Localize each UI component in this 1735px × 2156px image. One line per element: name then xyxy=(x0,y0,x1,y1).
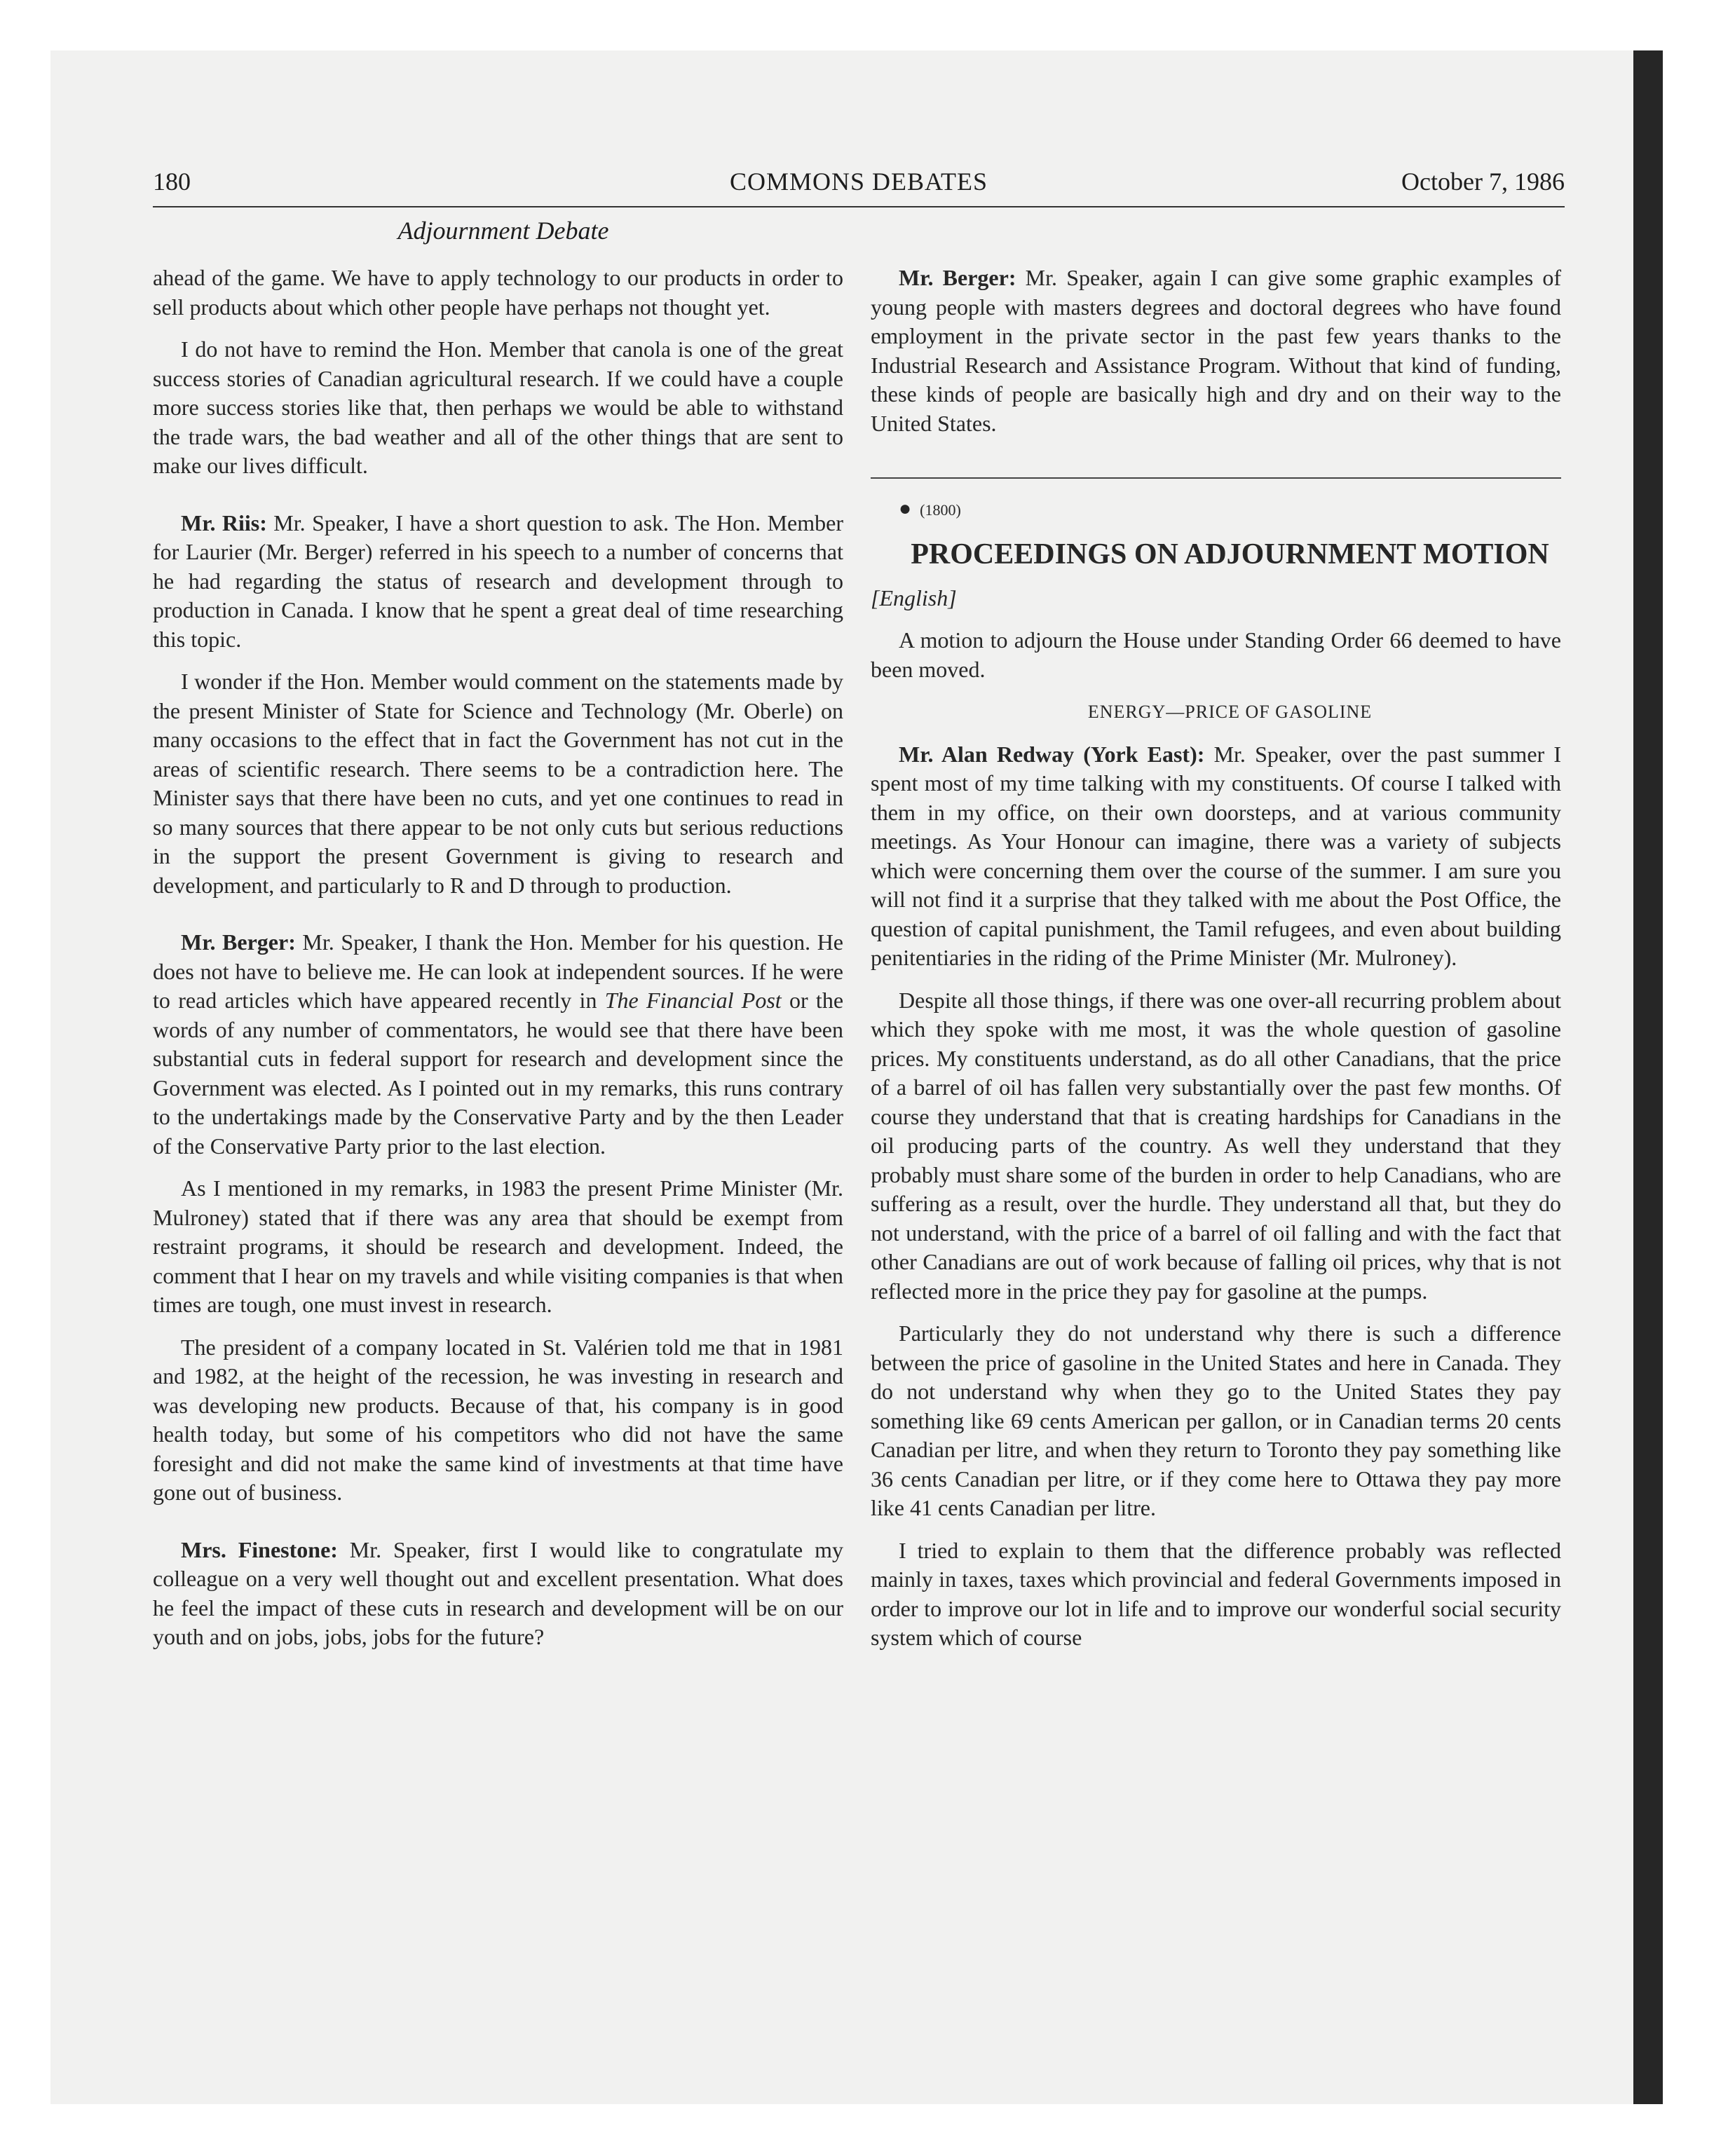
speech-paragraph xyxy=(153,928,843,1161)
paragraph: I wonder if the Hon. Member would comment on the statements made by the present Minister of State for Science and Technology (Mr. Oberle) on many occasions to the effect that in fact the Government has not cut in the areas of scientific research. There seems to be a contradiction here. The Minister says that there have been no cuts, and yet one continues to read in so many sources that there appear to be not only cuts but serious reductions in the support the present Government is giving to research and development, and particularly to R and D through to production. xyxy=(153,669,843,898)
speaker-name: Mr. Berger: xyxy=(181,929,296,955)
publication-name: The Financial Post xyxy=(604,988,782,1013)
paragraph: As I mentioned in my remarks, in 1983 the present Prime Minister (Mr. Mulroney) stated that if there was any area that should be exempt from restraint programs, it should be research and development. Indeed, the comment that I hear on my travels and while visiting companies is that when times are tough, one must invest in research. xyxy=(153,1175,843,1317)
speech-text: Mr. Speaker, over the past summer I spent most of my time talking with my constituents. Of course I talked with them in my office, on their own doorsteps, and at various community meetings. As Your Honour can imagine, there was a variety of subjects which were concerning them over the course of the summer. I am sure you will not find it a surprise that they talked with me about the Post Office, the question of capital punishment, the Tamil refugees, and even about building penitentiaries in the riding of the Prime Minister (Mr. Mulroney). xyxy=(871,741,1562,970)
speaker-name: Mr. Berger: xyxy=(899,265,1016,290)
page-header xyxy=(153,167,1565,207)
language-note: [English] xyxy=(871,585,957,610)
page-number: 180 xyxy=(153,168,191,196)
speaker-name: Mr. Riis: xyxy=(181,510,267,535)
publication-title: COMMONS DEBATES xyxy=(729,168,988,196)
left-column xyxy=(153,264,843,1665)
publication-date: October 7, 1986 xyxy=(1401,168,1565,196)
paragraph: Despite all those things, if there was one over-all recurring problem about which they spoke with me most, it was the whole question of gasoline prices. My constituents understand, as do all other Canadians, that the price of a barrel of oil has fallen very substantially over the past few months. Of course they understand that that is creating hardships for Canadians in the oil producing parts of the country. As well they understand that they probably must share some of the burden in order to help Canadians, who are suffering as a result, over the hurdle. They understand all that, but they do not understand, with the price of a barrel of oil falling and with the fact that other Canadians are out of work because of falling oil prices, why that is not reflected more in the price they pay for gasoline at the pumps. xyxy=(871,987,1561,1304)
time-marker xyxy=(871,494,1561,525)
topic-heading: ENERGY—PRICE OF GASOLINE xyxy=(1087,702,1373,722)
scan-binding-edge xyxy=(1633,50,1663,2104)
section-heading: PROCEEDINGS ON ADJOURNMENT MOTION xyxy=(911,538,1549,571)
paragraph: The president of a company located in St. Valérien told me that in 1981 and 1982, at the height of the recession, he was investing in research and was developing new products. Because of that, his company is in good health today, but some of his competitors who did not have the same foresight and did not make the same kind of investments at that time have gone out of business. xyxy=(153,1334,843,1505)
section-title: Adjournment Debate xyxy=(397,217,609,245)
time-marker-text: (1800) xyxy=(920,501,961,519)
section-divider xyxy=(871,477,1561,479)
speech-paragraph xyxy=(871,264,1561,438)
speech-paragraph xyxy=(871,740,1561,973)
speaker-name: Mr. Alan Redway (York East): xyxy=(899,741,1205,767)
speech-text: Mr. Speaker, I thank the Hon. Member for his question. He does not have to believe me. He can look at independent sources. If he were to read articles which have appeared recently in xyxy=(153,929,844,1013)
paragraph: I do not have to remind the Hon. Member that canola is one of the great success stories of Canadian agricultural research. If we could have a couple more success stories like that, then perhaps we would be able to withstand the trade wars, the bad weather and all of the other things that are sent to make our lives difficult. xyxy=(153,336,843,478)
paragraph: ahead of the game. We have to apply technology to our products in order to sell products about which other people have perhaps not thought yet. xyxy=(153,265,843,320)
speech-text: Mr. Speaker, again I can give some graphic examples of young people with masters degrees and doctoral degrees who have found employment in the private sector in the past few years thanks to the Industrial Research and Assistance Program. Without that kind of funding, these kinds of people are basically high and dry and on their way to the United States. xyxy=(871,265,1562,436)
right-column xyxy=(871,264,1561,1666)
speech-paragraph xyxy=(153,1536,843,1652)
paragraph: A motion to adjourn the House under Standing Order 66 deemed to have been moved. xyxy=(871,627,1561,682)
speech-text: or the words of any number of commentators, he would see that there have been substantial cuts in federal support for research and development since the Government was elected. As I pointed out in my remarks, this runs contrary to the undertakings made by the Conservative Party and by the then Leader of the Conservative Party prior to the last election. xyxy=(153,988,844,1159)
speech-paragraph xyxy=(153,509,843,655)
paragraph: Particularly they do not understand why there is such a difference between the price of gasoline in the United States and here in Canada. They do not understand why when they go to the United States they pay something like 69 cents American per gallon, or in Canadian terms 20 cents Canadian per litre, and when they return to Toronto they pay something like 36 cents Canadian per litre, or if they come here to Ottawa they pay more like 41 cents Canadian per litre. xyxy=(871,1321,1561,1520)
paragraph: I tried to explain to them that the difference probably was reflected mainly in taxes, taxes which provincial and federal Governments imposed in order to improve our lot in life and to improve our wonderful social security system which of course xyxy=(871,1537,1561,1650)
speaker-name: Mrs. Finestone: xyxy=(181,1536,338,1562)
speech-text: Mr. Speaker, first I would like to congratulate my colleague on a very well thought out and excellent presentation. What does he feel the impact of these cuts in research and development will be on our youth and on jobs, jobs, jobs for the future? xyxy=(153,1536,844,1649)
speech-text: Mr. Speaker, I have a short question to ask. The Hon. Member for Laurier (Mr. Berger) referred in his speech to a number of concerns that he had regarding the status of research and development through to production in Canada. I know that he spent a great deal of time researching this topic. xyxy=(153,510,844,652)
bullet-icon: ● xyxy=(899,497,912,520)
